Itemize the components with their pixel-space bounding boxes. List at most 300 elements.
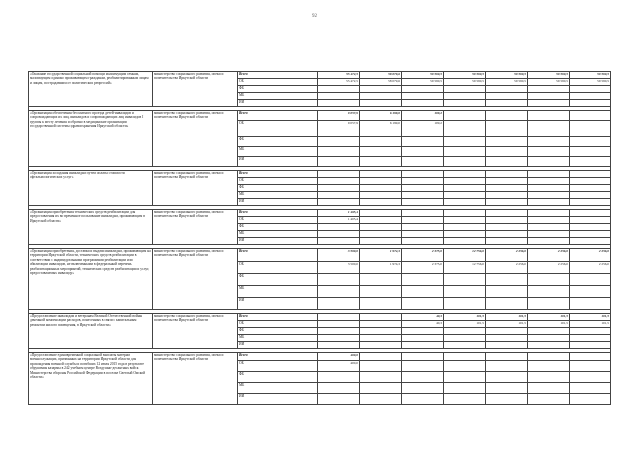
funding-source: Всего bbox=[238, 249, 318, 262]
year-value-cell bbox=[360, 171, 402, 178]
year-value-cell: 101,5 bbox=[486, 314, 528, 321]
year-value-cell bbox=[444, 217, 486, 224]
year-value-cell bbox=[360, 147, 402, 157]
year-value-cell bbox=[402, 157, 444, 167]
year-value-cell bbox=[318, 342, 360, 349]
funding-source: ИИ bbox=[238, 394, 318, 405]
year-value-cell: 59 590,5 bbox=[402, 72, 444, 79]
year-value-cell bbox=[360, 321, 402, 328]
year-value-cell bbox=[360, 353, 402, 361]
funding-source: Всего bbox=[238, 353, 318, 361]
year-value-cell: 40,3 bbox=[402, 314, 444, 321]
year-value-cell bbox=[486, 361, 528, 372]
year-value-cell bbox=[318, 321, 360, 328]
year-value-cell bbox=[360, 383, 402, 394]
year-value-cell bbox=[486, 185, 528, 192]
year-value-cell bbox=[402, 394, 444, 405]
year-value-cell: 101,5 bbox=[570, 314, 611, 321]
year-value-cell: 3 500,0 bbox=[318, 249, 360, 262]
year-value-cell bbox=[570, 353, 611, 361]
year-value-cell bbox=[528, 274, 570, 286]
year-value-cell bbox=[318, 199, 360, 206]
year-value-cell: 59 590,5 bbox=[528, 79, 570, 86]
year-value-cell bbox=[444, 328, 486, 335]
year-value-cell: 12 756,0 bbox=[444, 249, 486, 262]
funding-source: ИИ bbox=[238, 238, 318, 245]
year-value-cell bbox=[318, 93, 360, 100]
funding-source: Всего bbox=[238, 111, 318, 121]
funding-source: ОБ bbox=[238, 121, 318, 137]
year-value-cell bbox=[402, 238, 444, 245]
year-value-cell bbox=[486, 121, 528, 137]
year-value-cell: 109,2 bbox=[402, 111, 444, 121]
funding-source: МБ bbox=[238, 383, 318, 394]
year-value-cell bbox=[444, 147, 486, 157]
year-value-cell: 109,2 bbox=[402, 121, 444, 137]
table-row-total bbox=[29, 210, 611, 217]
funding-source: ФБ bbox=[238, 328, 318, 335]
year-value-cell bbox=[570, 394, 611, 405]
year-value-cell bbox=[360, 238, 402, 245]
year-value-cell: 55 472,5 bbox=[318, 72, 360, 79]
year-value-cell bbox=[318, 137, 360, 147]
year-value-cell bbox=[486, 171, 528, 178]
year-value-cell bbox=[360, 185, 402, 192]
year-value-cell bbox=[444, 93, 486, 100]
year-value-cell bbox=[444, 210, 486, 217]
year-value-cell bbox=[486, 224, 528, 231]
year-value-cell bbox=[486, 335, 528, 342]
year-value-cell bbox=[570, 121, 611, 137]
year-value-cell bbox=[528, 383, 570, 394]
funding-source: ФБ bbox=[238, 185, 318, 192]
year-value-cell: 101,5 bbox=[486, 321, 528, 328]
year-value-cell bbox=[570, 137, 611, 147]
funding-source: ОБ bbox=[238, 321, 318, 328]
executor-name: министерство социального развития, опеки и попечительства Иркутской области bbox=[153, 249, 238, 310]
year-value-cell: 59 590,5 bbox=[486, 72, 528, 79]
year-value-cell bbox=[486, 353, 528, 361]
year-value-cell bbox=[528, 238, 570, 245]
year-value-cell bbox=[486, 137, 528, 147]
year-value-cell bbox=[528, 86, 570, 93]
year-value-cell bbox=[402, 199, 444, 206]
funding-source: ОБ bbox=[238, 178, 318, 185]
funding-source: МБ bbox=[238, 93, 318, 100]
year-value-cell bbox=[360, 210, 402, 217]
table-row-total bbox=[29, 249, 611, 262]
year-value-cell bbox=[444, 157, 486, 167]
year-value-cell bbox=[528, 210, 570, 217]
year-value-cell bbox=[318, 231, 360, 238]
year-value-cell bbox=[402, 93, 444, 100]
year-value-cell bbox=[360, 274, 402, 286]
year-value-cell bbox=[402, 231, 444, 238]
executor-name: министерство социального развития, опеки и попечительства Иркутской области bbox=[153, 111, 238, 167]
year-value-cell: 1 405,4 bbox=[318, 210, 360, 217]
year-value-cell bbox=[360, 394, 402, 405]
year-value-cell: 59 590,5 bbox=[570, 79, 611, 86]
year-value-cell: 1 974,3 bbox=[360, 249, 402, 262]
year-value-cell bbox=[318, 383, 360, 394]
year-value-cell bbox=[570, 185, 611, 192]
year-value-cell bbox=[486, 231, 528, 238]
year-value-cell bbox=[360, 361, 402, 372]
year-value-cell bbox=[486, 93, 528, 100]
year-value-cell bbox=[318, 286, 360, 298]
measure-name: «Предоставление инвалидам и ветеранам Великой Отечественной войны денежной компенсации расходов, понесенных в связи с капитальным ремонтом жилого помещения, в Иркутской области» bbox=[29, 314, 153, 349]
year-value-cell: 59 590,5 bbox=[402, 79, 444, 86]
year-value-cell: 400,0 bbox=[318, 353, 360, 361]
year-value-cell bbox=[318, 178, 360, 185]
year-value-cell: 59 590,5 bbox=[528, 72, 570, 79]
year-value-cell bbox=[444, 372, 486, 383]
year-value-cell bbox=[444, 342, 486, 349]
year-value-cell bbox=[444, 121, 486, 137]
year-value-cell bbox=[402, 171, 444, 178]
year-value-cell bbox=[486, 217, 528, 224]
executor-name: министерство социального развития, опеки и попечительства Иркутской области bbox=[153, 314, 238, 349]
year-value-cell bbox=[444, 137, 486, 147]
year-value-cell bbox=[318, 185, 360, 192]
year-value-cell bbox=[528, 185, 570, 192]
funding-source: ИИ bbox=[238, 199, 318, 206]
year-value-cell bbox=[570, 157, 611, 167]
funding-source: МБ bbox=[238, 286, 318, 298]
year-value-cell: 9 057,9 bbox=[318, 121, 360, 137]
funding-source: Всего bbox=[238, 72, 318, 79]
year-value-cell bbox=[486, 383, 528, 394]
year-value-cell bbox=[486, 147, 528, 157]
year-value-cell bbox=[444, 192, 486, 199]
year-value-cell: 2 256,0 bbox=[528, 249, 570, 262]
page-number: 92 bbox=[312, 14, 317, 19]
year-value-cell bbox=[402, 210, 444, 217]
year-value-cell bbox=[570, 372, 611, 383]
year-value-cell: 2 375,0 bbox=[402, 249, 444, 262]
funding-source: ИИ bbox=[238, 157, 318, 167]
year-value-cell bbox=[360, 328, 402, 335]
year-value-cell bbox=[528, 121, 570, 137]
measure-name: «Организация приобретения, доставки и выдачи инвалидам, проживающим на территории Иркутской области, технических средств реабилитации в соответствии с индивидуальными программами реабилитации или абилитации инвалидов, не включенными в федеральный перечень реабилитационных мероприятий, технических средств реабилитации и услуг, предоставляемых инвалиду» bbox=[29, 249, 153, 310]
funding-source: МБ bbox=[238, 192, 318, 199]
year-value-cell bbox=[360, 178, 402, 185]
year-value-cell bbox=[528, 353, 570, 361]
year-value-cell: 59 590,5 bbox=[444, 79, 486, 86]
executor-name: министерство социального развития, опеки и попечительства Иркутской области bbox=[153, 171, 238, 206]
year-value-cell bbox=[402, 224, 444, 231]
year-value-cell bbox=[318, 298, 360, 310]
year-value-cell bbox=[486, 100, 528, 107]
funding-source: ИИ bbox=[238, 298, 318, 310]
year-value-cell bbox=[528, 231, 570, 238]
year-value-cell bbox=[360, 224, 402, 231]
year-value-cell bbox=[402, 217, 444, 224]
year-value-cell bbox=[444, 86, 486, 93]
table-row-total bbox=[29, 111, 611, 121]
year-value-cell bbox=[444, 199, 486, 206]
year-value-cell bbox=[360, 314, 402, 321]
funding-source: ФБ bbox=[238, 372, 318, 383]
table-row-total bbox=[29, 353, 611, 361]
year-value-cell bbox=[486, 238, 528, 245]
year-value-cell bbox=[570, 111, 611, 121]
executor-name: министерство социального развития, опеки и попечительства Иркутской области bbox=[153, 210, 238, 245]
funding-source: ИИ bbox=[238, 342, 318, 349]
year-value-cell bbox=[318, 86, 360, 93]
year-value-cell bbox=[360, 231, 402, 238]
year-value-cell bbox=[528, 217, 570, 224]
year-value-cell bbox=[360, 372, 402, 383]
year-value-cell bbox=[444, 274, 486, 286]
year-value-cell bbox=[360, 93, 402, 100]
year-value-cell: 2 375,0 bbox=[402, 262, 444, 274]
funding-source: ФБ bbox=[238, 137, 318, 147]
year-value-cell bbox=[486, 298, 528, 310]
year-value-cell bbox=[570, 328, 611, 335]
year-value-cell bbox=[486, 157, 528, 167]
year-value-cell: 101,5 bbox=[528, 321, 570, 328]
measure-name: «Организация холодания инвалидам путем оплаты стоимости офтальмологических услуг» bbox=[29, 171, 153, 206]
year-value-cell: 400,0 bbox=[318, 361, 360, 372]
year-value-cell bbox=[528, 199, 570, 206]
year-value-cell: 3 500,0 bbox=[318, 262, 360, 274]
year-value-cell bbox=[528, 298, 570, 310]
year-value-cell bbox=[570, 217, 611, 224]
table-row-total bbox=[29, 171, 611, 178]
year-value-cell bbox=[528, 394, 570, 405]
year-value-cell bbox=[570, 93, 611, 100]
year-value-cell bbox=[444, 238, 486, 245]
measure-name: «Предоставление единовременной социальной выплаты матерям военнослужащих, призванных на территории Иркутской области для прохождения военной службы и погибших 12 июля 2015 года в результате обрушения казармы в 242 учебном центре Воздушно-десантных войск Министерства обороны Российской Федерации в поселке Светлый Омской области» bbox=[29, 353, 153, 405]
year-value-cell bbox=[444, 383, 486, 394]
table-row-total bbox=[29, 314, 611, 321]
year-value-cell bbox=[570, 238, 611, 245]
year-value-cell bbox=[570, 147, 611, 157]
year-value-cell bbox=[528, 372, 570, 383]
year-value-cell bbox=[444, 298, 486, 310]
year-value-cell bbox=[360, 335, 402, 342]
year-value-cell bbox=[570, 210, 611, 217]
year-value-cell bbox=[444, 171, 486, 178]
year-value-cell: 2 256,0 bbox=[528, 262, 570, 274]
year-value-cell bbox=[318, 147, 360, 157]
year-value-cell bbox=[486, 328, 528, 335]
year-value-cell bbox=[444, 286, 486, 298]
year-value-cell bbox=[318, 394, 360, 405]
year-value-cell bbox=[444, 178, 486, 185]
year-value-cell bbox=[570, 199, 611, 206]
executor-name: министерство социального развития, опеки и попечительства Иркутской области bbox=[153, 353, 238, 405]
year-value-cell: 58 079,6 bbox=[360, 79, 402, 86]
year-value-cell bbox=[360, 342, 402, 349]
year-value-cell: 12 756,0 bbox=[444, 262, 486, 274]
year-value-cell bbox=[570, 231, 611, 238]
measure-name: «Оказание государственной социальной помощи малоимущим семьям, малоимущим одиноко проживающим гражданам, реабилитированным лицам и лицам, пострадавшим от политических репрессий» bbox=[29, 72, 153, 107]
funding-source: ОБ bbox=[238, 217, 318, 224]
funding-source: ИИ bbox=[238, 100, 318, 107]
year-value-cell bbox=[486, 178, 528, 185]
year-value-cell bbox=[528, 178, 570, 185]
year-value-cell bbox=[318, 335, 360, 342]
year-value-cell bbox=[402, 100, 444, 107]
year-value-cell: 101,5 bbox=[444, 321, 486, 328]
year-value-cell bbox=[486, 199, 528, 206]
year-value-cell: 101,5 bbox=[528, 314, 570, 321]
year-value-cell bbox=[360, 217, 402, 224]
year-value-cell bbox=[402, 383, 444, 394]
year-value-cell bbox=[570, 171, 611, 178]
year-value-cell bbox=[360, 157, 402, 167]
year-value-cell bbox=[318, 314, 360, 321]
year-value-cell bbox=[486, 111, 528, 121]
year-value-cell: 101,5 bbox=[444, 314, 486, 321]
year-value-cell bbox=[528, 335, 570, 342]
year-value-cell bbox=[360, 298, 402, 310]
year-value-cell bbox=[570, 100, 611, 107]
year-value-cell: 2 256,0 bbox=[570, 249, 611, 262]
year-value-cell bbox=[318, 157, 360, 167]
funding-source: МБ bbox=[238, 231, 318, 238]
funding-source: МБ bbox=[238, 335, 318, 342]
year-value-cell bbox=[318, 224, 360, 231]
year-value-cell bbox=[318, 192, 360, 199]
year-value-cell bbox=[570, 342, 611, 349]
year-value-cell bbox=[318, 372, 360, 383]
year-value-cell bbox=[402, 286, 444, 298]
measure-name: «Организация приобретения технических средств реабилитации для предоставления их во временное пользование инвалидам, проживающим в Иркутской области» bbox=[29, 210, 153, 245]
year-value-cell bbox=[528, 342, 570, 349]
year-value-cell bbox=[570, 192, 611, 199]
year-value-cell bbox=[486, 342, 528, 349]
year-value-cell bbox=[402, 298, 444, 310]
year-value-cell: 40,3 bbox=[402, 321, 444, 328]
year-value-cell bbox=[528, 157, 570, 167]
year-value-cell: 6 199,0 bbox=[360, 121, 402, 137]
executor-name: министерство социального развития, опеки и попечительства Иркутской области bbox=[153, 72, 238, 107]
year-value-cell bbox=[318, 171, 360, 178]
year-value-cell bbox=[528, 286, 570, 298]
year-value-cell bbox=[444, 394, 486, 405]
measure-name: «Организация обеспечения бесплатного проезда детей-инвалидов и сопровождающих их лиц, инвалидов и сопровождающих лиц инвалидов I группы к месту лечения и обратно в медицинские организации государственной системы здравоохранения Иркутской области» bbox=[29, 111, 153, 167]
year-value-cell bbox=[528, 111, 570, 121]
year-value-cell bbox=[570, 274, 611, 286]
year-value-cell bbox=[528, 328, 570, 335]
year-value-cell bbox=[528, 192, 570, 199]
year-value-cell bbox=[486, 274, 528, 286]
year-value-cell bbox=[486, 372, 528, 383]
year-value-cell bbox=[444, 353, 486, 361]
year-value-cell bbox=[570, 335, 611, 342]
funding-source: ОБ bbox=[238, 361, 318, 372]
year-value-cell: 59 590,5 bbox=[570, 72, 611, 79]
year-value-cell bbox=[360, 199, 402, 206]
year-value-cell: 2 256,0 bbox=[486, 249, 528, 262]
year-value-cell bbox=[402, 335, 444, 342]
year-value-cell bbox=[528, 361, 570, 372]
year-value-cell: 2 256,0 bbox=[570, 262, 611, 274]
year-value-cell: 1 974,3 bbox=[360, 262, 402, 274]
year-value-cell: 101,5 bbox=[570, 321, 611, 328]
year-value-cell bbox=[402, 86, 444, 93]
year-value-cell bbox=[570, 286, 611, 298]
year-value-cell bbox=[402, 137, 444, 147]
year-value-cell bbox=[444, 185, 486, 192]
year-value-cell bbox=[360, 86, 402, 93]
year-value-cell bbox=[528, 147, 570, 157]
year-value-cell: 59 590,5 bbox=[444, 72, 486, 79]
funding-source: ФБ bbox=[238, 274, 318, 286]
year-value-cell bbox=[486, 394, 528, 405]
year-value-cell bbox=[402, 192, 444, 199]
funding-source: ФБ bbox=[238, 86, 318, 93]
year-value-cell bbox=[360, 137, 402, 147]
year-value-cell bbox=[318, 100, 360, 107]
year-value-cell: 6 199,0 bbox=[360, 111, 402, 121]
year-value-cell bbox=[402, 353, 444, 361]
year-value-cell bbox=[360, 100, 402, 107]
funding-source: Всего bbox=[238, 210, 318, 217]
year-value-cell bbox=[486, 86, 528, 93]
year-value-cell bbox=[360, 286, 402, 298]
year-value-cell bbox=[402, 274, 444, 286]
year-value-cell bbox=[528, 137, 570, 147]
year-value-cell bbox=[360, 192, 402, 199]
year-value-cell bbox=[318, 328, 360, 335]
year-value-cell bbox=[444, 100, 486, 107]
year-value-cell bbox=[570, 178, 611, 185]
year-value-cell bbox=[528, 100, 570, 107]
year-value-cell bbox=[444, 111, 486, 121]
year-value-cell bbox=[318, 274, 360, 286]
year-value-cell bbox=[444, 224, 486, 231]
year-value-cell bbox=[402, 328, 444, 335]
year-value-cell: 59 590,5 bbox=[486, 79, 528, 86]
year-value-cell: 58 079,6 bbox=[360, 72, 402, 79]
funding-source: Всего bbox=[238, 171, 318, 178]
year-value-cell bbox=[570, 86, 611, 93]
funding-source: МБ bbox=[238, 147, 318, 157]
year-value-cell bbox=[402, 372, 444, 383]
year-value-cell bbox=[444, 361, 486, 372]
year-value-cell bbox=[528, 171, 570, 178]
year-value-cell bbox=[570, 224, 611, 231]
year-value-cell bbox=[486, 210, 528, 217]
year-value-cell bbox=[318, 238, 360, 245]
year-value-cell: 1 405,4 bbox=[318, 217, 360, 224]
year-value-cell bbox=[528, 224, 570, 231]
table-row-total bbox=[29, 72, 611, 79]
year-value-cell bbox=[486, 286, 528, 298]
year-value-cell bbox=[528, 93, 570, 100]
year-value-cell bbox=[402, 361, 444, 372]
year-value-cell bbox=[570, 298, 611, 310]
year-value-cell bbox=[570, 361, 611, 372]
year-value-cell bbox=[444, 335, 486, 342]
year-value-cell bbox=[402, 342, 444, 349]
budget-table bbox=[28, 71, 611, 405]
funding-source: ОБ bbox=[238, 79, 318, 86]
year-value-cell bbox=[570, 383, 611, 394]
year-value-cell bbox=[486, 192, 528, 199]
funding-source: Всего bbox=[238, 314, 318, 321]
year-value-cell: 55 472,5 bbox=[318, 79, 360, 86]
year-value-cell bbox=[402, 185, 444, 192]
funding-source: ОБ bbox=[238, 262, 318, 274]
year-value-cell: 2 256,0 bbox=[486, 262, 528, 274]
funding-source: ФБ bbox=[238, 224, 318, 231]
year-value-cell: 9 057,9 bbox=[318, 111, 360, 121]
